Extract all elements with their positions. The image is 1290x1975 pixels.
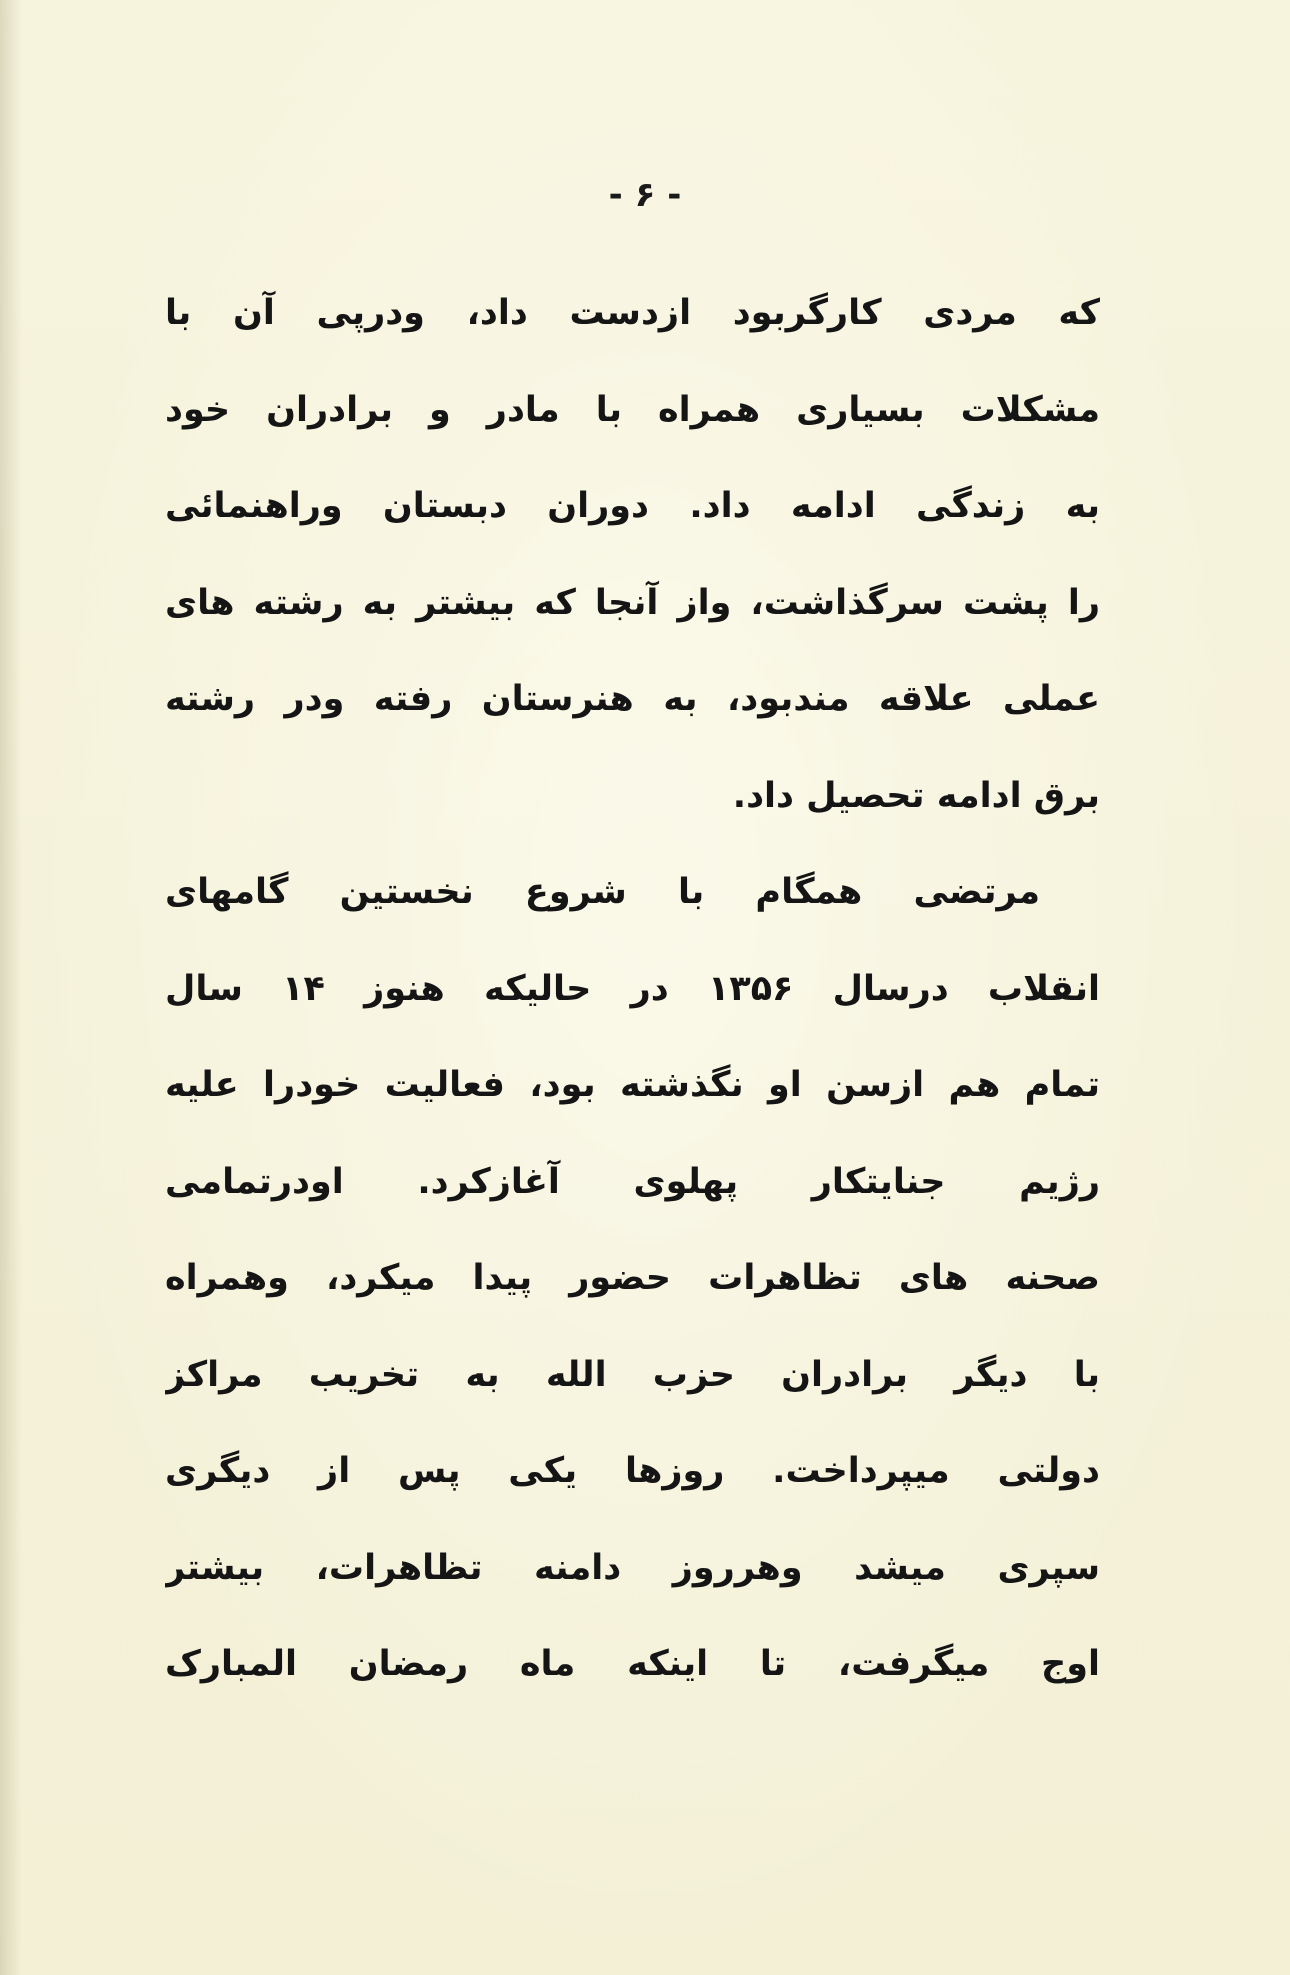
text-line: عملی علاقه مندبود، به هنرستان رفته ودر رشته — [165, 679, 1100, 719]
text-line: تمام هم ازسن او نگذشته بود، فعالیت خودرا علیه — [165, 1065, 1100, 1105]
body-text — [165, 278, 1100, 1726]
text-line: به زندگی ادامه داد. دوران دبستان وراهنمائی — [165, 486, 1100, 526]
text-line: که مردی کارگربود ازدست داد، ودرپی آن با — [165, 293, 1100, 333]
text-line: انقلاب درسال ۱۳۵۶ در حالیکه هنوز ۱۴ سال — [165, 968, 1100, 1009]
text-line: رژیم جنایتکار پهلوی آغازکرد. اودرتمامی — [165, 1161, 1100, 1202]
page-number: - ۶ - — [608, 175, 682, 215]
text-line: برق ادامه تحصیل داد. — [732, 775, 1100, 816]
text-line: سپری میشد وهرروز دامنه تظاهرات، بیشتر — [165, 1547, 1100, 1588]
text-line: با دیگر برادران حزب الله به تخریب مراکز — [165, 1354, 1100, 1395]
page-edge-shadow — [0, 0, 22, 1975]
text-line: دولتی میپرداخت. روزها یکی پس از دیگری — [165, 1451, 1100, 1491]
text-line: اوج میگرفت، تا اینکه ماه رمضان المبارک — [165, 1644, 1100, 1684]
text-line: مرتضی همگام با شروع نخستین گامهای — [165, 872, 1040, 912]
text-line: صحنه های تظاهرات حضور پیدا میکرد، وهمراه — [165, 1258, 1100, 1298]
text-line: را پشت سرگذاشت، واز آنجا که بیشتر به رشته های — [165, 582, 1100, 623]
text-line: مشکلات بسیاری همراه با مادر و برادران خود — [165, 389, 1100, 430]
